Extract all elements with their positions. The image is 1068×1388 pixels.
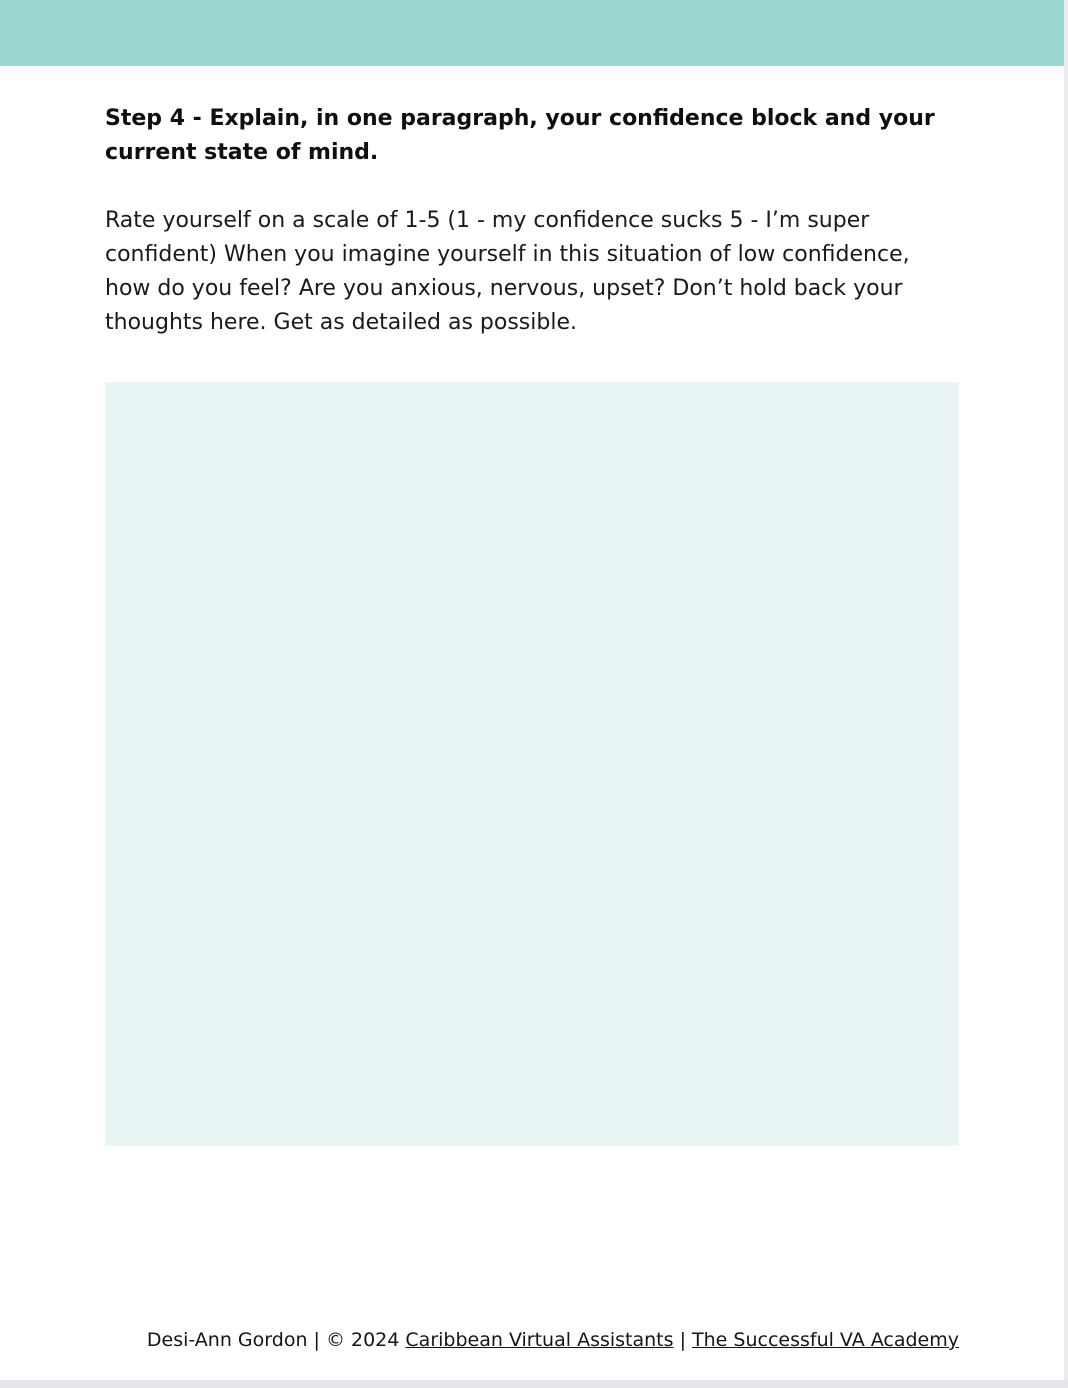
header-band	[0, 0, 1066, 66]
step-heading: Step 4 - Explain, in one paragraph, your confidence block and your current state of mind.	[105, 106, 935, 165]
footer-copyright: © 2024	[325, 1329, 406, 1351]
footer-separator: |	[307, 1329, 326, 1351]
page-edge	[1064, 0, 1068, 1388]
footer-separator: |	[673, 1329, 693, 1351]
footer	[147, 1326, 959, 1354]
caribbean-virtual-assistants-link[interactable]: Caribbean Virtual Assistants	[405, 1329, 674, 1351]
successful-va-academy-link[interactable]: The Successful VA Academy	[692, 1329, 959, 1351]
answer-field[interactable]	[105, 382, 959, 1146]
page-edge	[0, 1380, 1068, 1388]
footer-author: Desi-Ann Gordon	[146, 1329, 308, 1351]
step-instructions: Rate yourself on a scale of 1-5 (1 - my confidence sucks 5 - I’m super confident) When you imagine yourself in this situation of low confidence, how do you feel? Are you anxious, nervous, upset? Don’t hold back your thoughts here. Get as detailed as possible.	[105, 208, 910, 335]
